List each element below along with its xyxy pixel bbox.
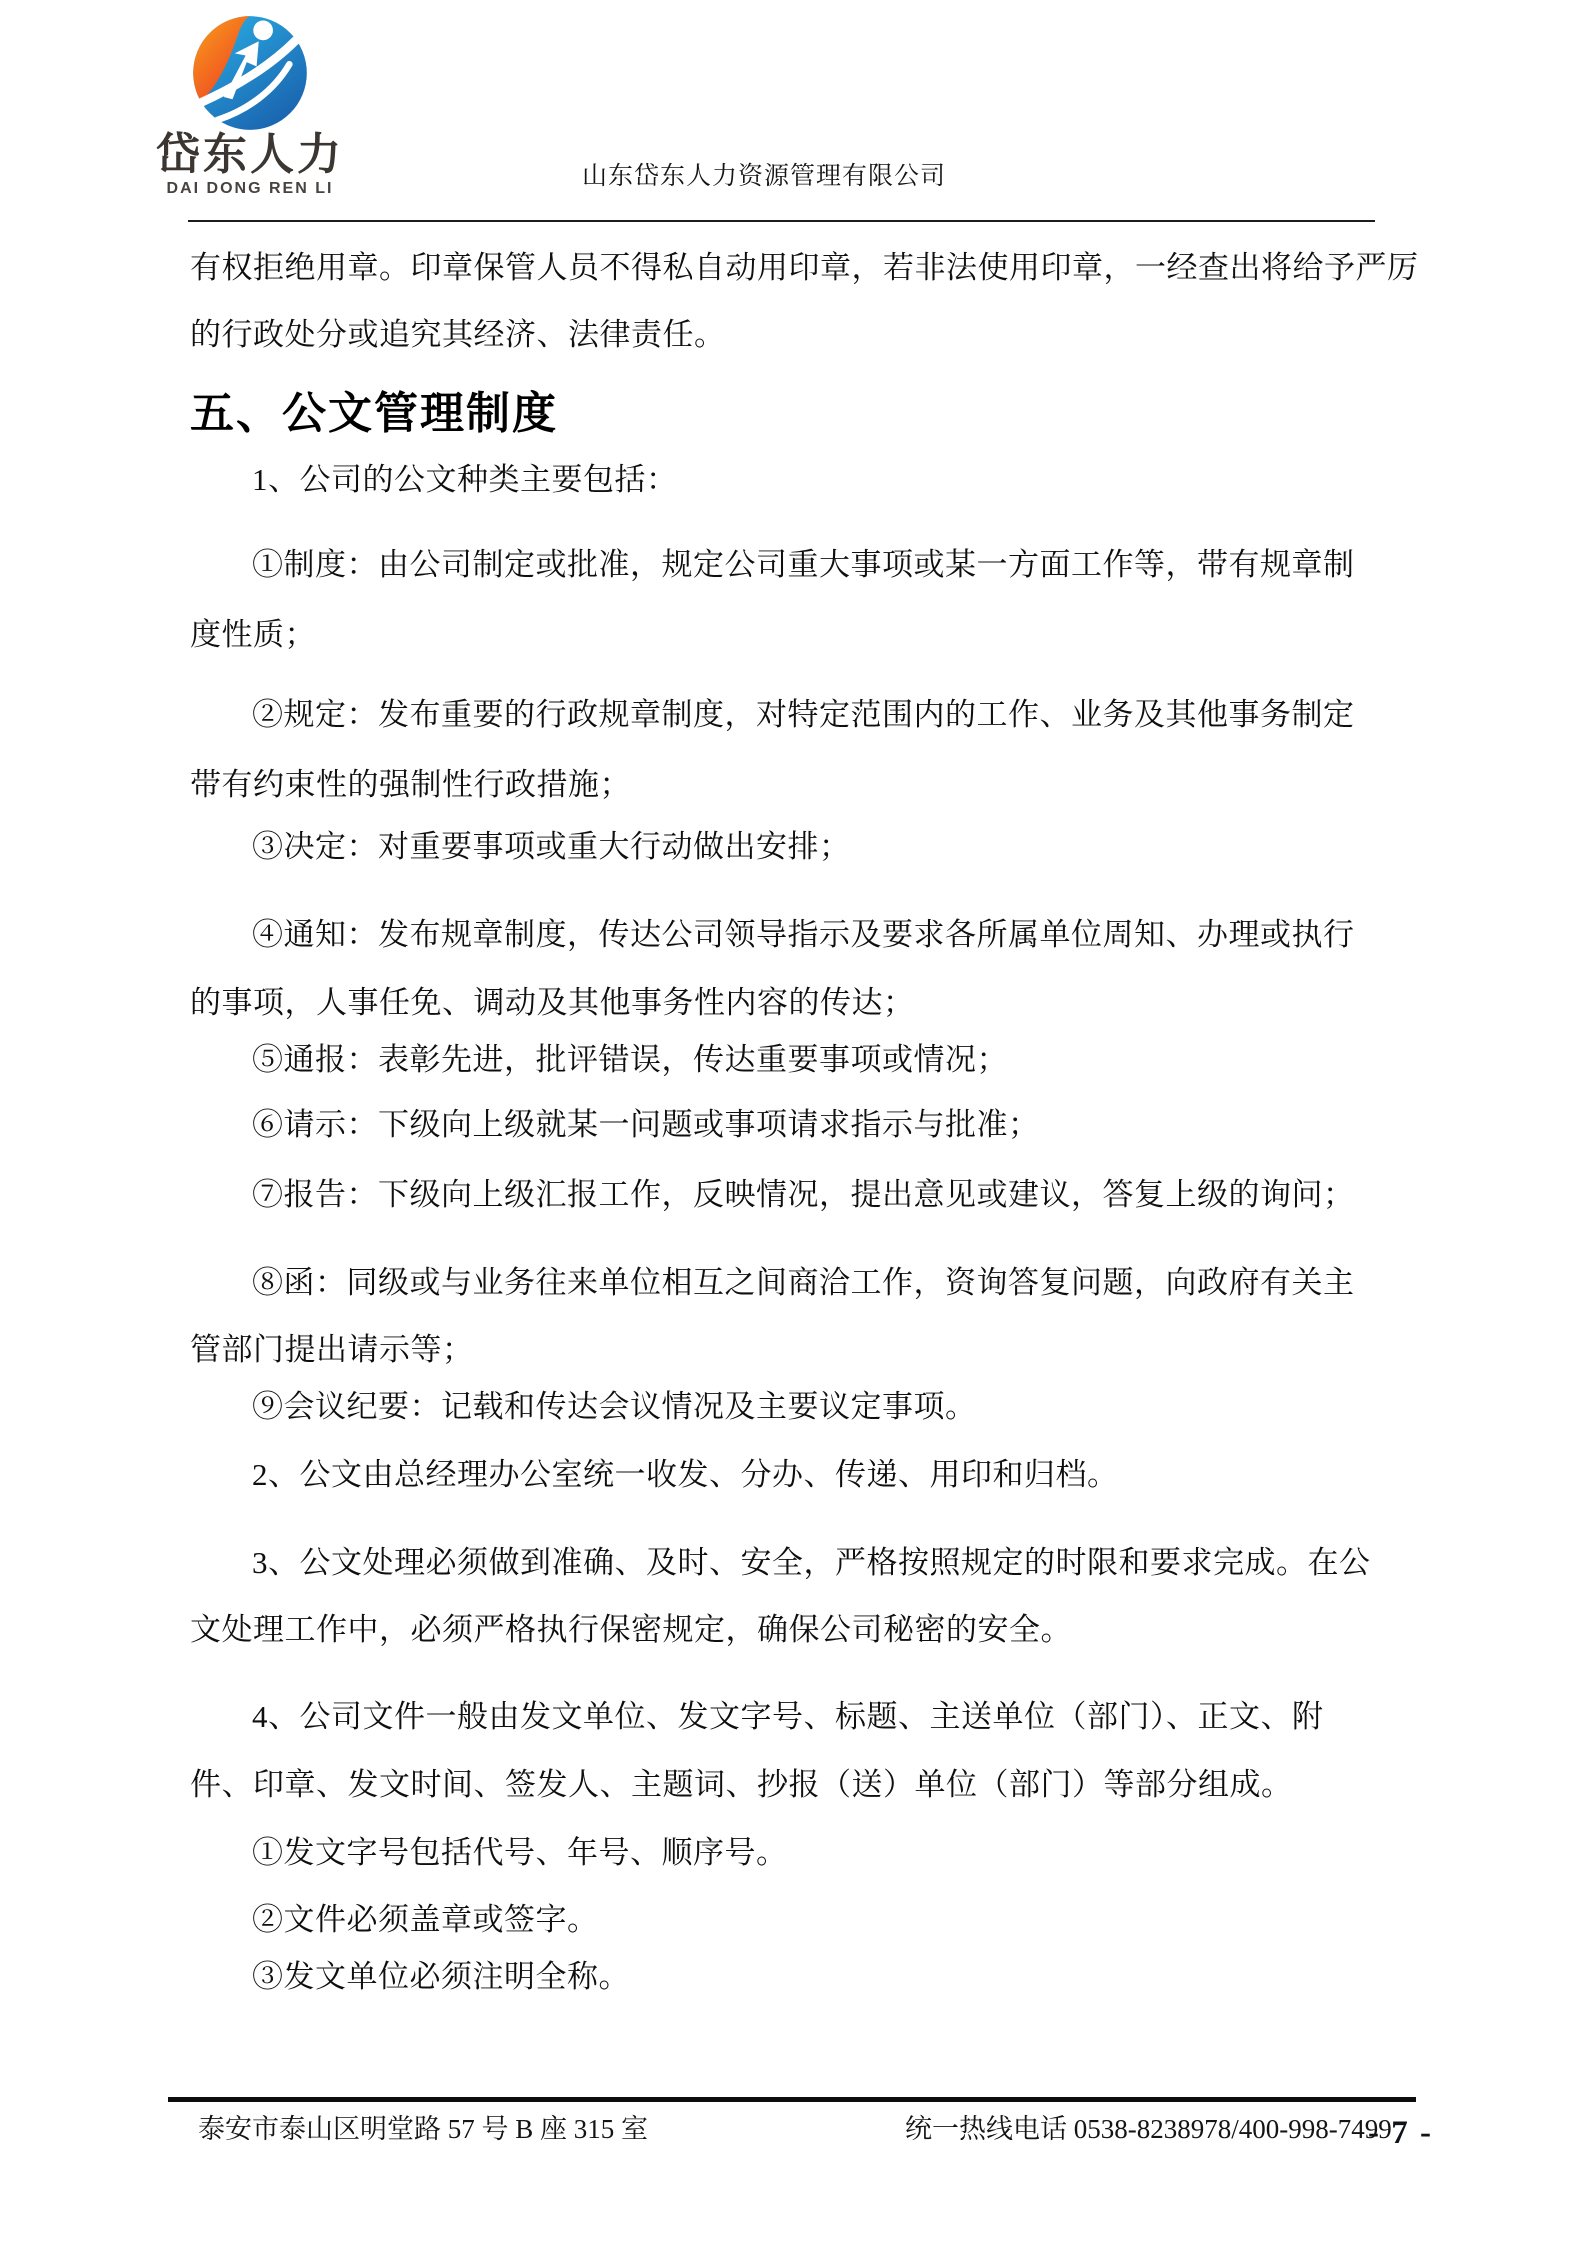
body-line: ⑥请示：下级向上级就某一问题或事项请求指示与批准；	[252, 1107, 1040, 1142]
footer-address: 泰安市泰山区明堂路 57 号 B 座 315 室	[198, 2114, 649, 2144]
body-line: 4、公司文件一般由发文单位、发文字号、标题、主送单位（部门）、正文、附	[252, 1699, 1324, 1734]
footer-rule	[168, 2097, 1416, 2102]
body-line: 带有约束性的强制性行政措施；	[190, 767, 631, 802]
body-line: ⑤通报：表彰先进，批评错误，传达重要事项或情况；	[252, 1042, 1008, 1077]
body-line: ④通知：发布规章制度，传达公司领导指示及要求各所属单位周知、办理或执行	[252, 917, 1355, 952]
body-line: 管部门提出请示等；	[190, 1332, 474, 1367]
body-line: ②文件必须盖章或签字。	[252, 1902, 599, 1937]
page-number: - 7 -	[1368, 2115, 1433, 2151]
body-line: ③决定：对重要事项或重大行动做出安排；	[252, 829, 851, 864]
body-line: 的事项，人事任免、调动及其他事务性内容的传达；	[190, 985, 915, 1020]
body-line: ⑧函：同级或与业务往来单位相互之间商洽工作，资询答复问题，向政府有关主	[252, 1265, 1355, 1300]
body-line: 有权拒绝用章。印章保管人员不得私自动用印章，若非法使用印章，一经查出将给予严厉	[190, 250, 1419, 285]
body-line: ③发文单位必须注明全称。	[252, 1959, 630, 1994]
body-line: 文处理工作中，必须严格执行保密规定，确保公司秘密的安全。	[190, 1612, 1072, 1647]
body-line: ⑨会议纪要：记载和传达会议情况及主要议定事项。	[252, 1389, 977, 1424]
body-line: 的行政处分或追究其经济、法律责任。	[190, 317, 726, 352]
body-line: 度性质；	[190, 617, 316, 652]
body-line: ⑦报告：下级向上级汇报工作，反映情况，提出意见或建议，答复上级的询问；	[252, 1177, 1355, 1212]
daidong-swirl-logo-icon	[184, 14, 316, 132]
section-heading: 五、公文管理制度	[190, 389, 558, 438]
logo-text-en: DAI DONG REN LI	[166, 180, 334, 197]
footer-hotline: 统一热线电话 0538-8238978/400-998-7499	[905, 2114, 1392, 2144]
company-logo	[150, 14, 350, 198]
header-rule	[188, 220, 1375, 222]
body-line: ①制度：由公司制定或批准，规定公司重大事项或某一方面工作等，带有规章制	[252, 547, 1355, 582]
body-line: 1、公司的公文种类主要包括：	[252, 462, 678, 497]
body-line: ①发文字号包括代号、年号、顺序号。	[252, 1835, 788, 1870]
body-line: 2、公文由总经理办公室统一收发、分办、传递、用印和归档。	[252, 1457, 1119, 1492]
body-line: 件、印章、发文时间、签发人、主题词、抄报（送）单位（部门）等部分组成。	[190, 1767, 1293, 1802]
body-line: 3、公文处理必须做到准确、及时、安全，严格按照规定的时限和要求完成。在公	[252, 1545, 1371, 1580]
company-name: 山东岱东人力资源管理有限公司	[582, 163, 947, 190]
body-line: ②规定：发布重要的行政规章制度，对特定范围内的工作、业务及其他事务制定	[252, 697, 1355, 732]
logo-text-cn: 岱东人力	[156, 130, 344, 179]
document-body	[190, 252, 1430, 1992]
